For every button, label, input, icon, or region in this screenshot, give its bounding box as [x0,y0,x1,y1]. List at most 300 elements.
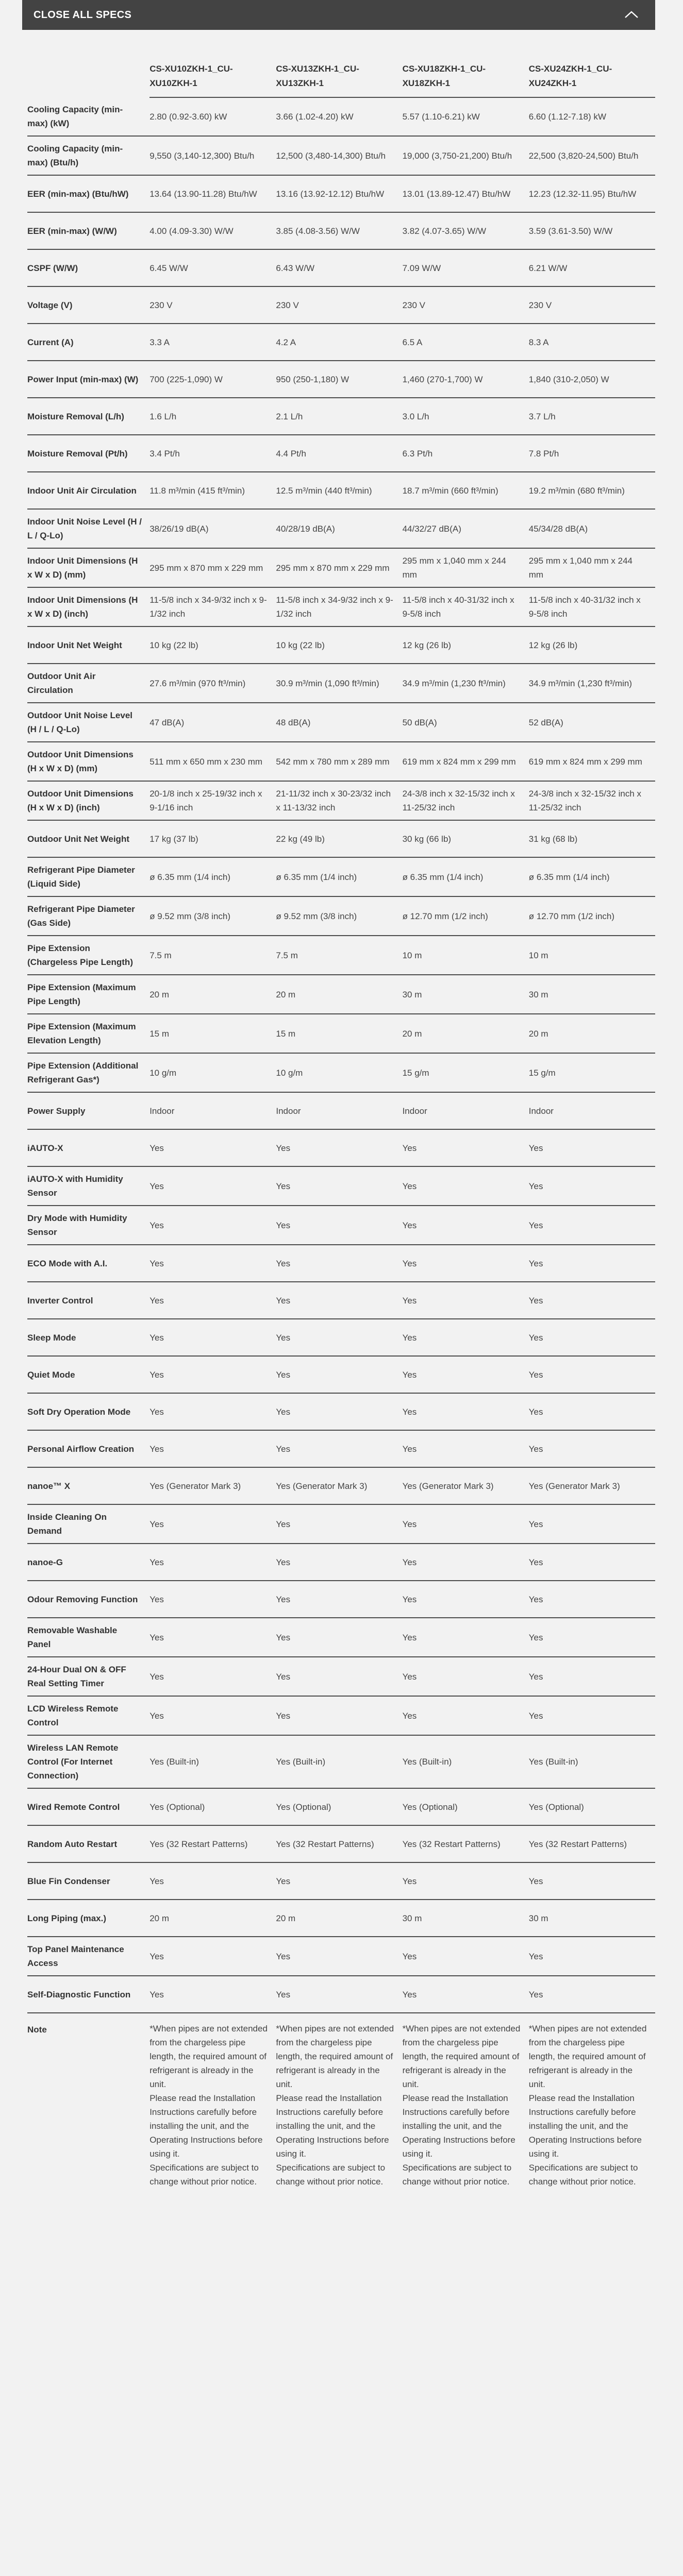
spec-value: 8.3 A [529,324,655,361]
table-row [27,664,655,703]
spec-value: 6.3 Pt/h [403,435,529,472]
spec-value: Yes [149,1696,276,1735]
spec-value: Yes (Generator Mark 3) [149,1467,276,1504]
spec-value: Yes [149,1618,276,1657]
spec-value: Yes [403,1129,529,1166]
note-cell [403,2013,529,2189]
spec-value: 15 m [276,1014,402,1053]
table-row [27,361,655,398]
spec-label: CSPF (W/W) [27,249,149,286]
spec-value: ø 6.35 mm (1/4 inch) [149,857,276,896]
spec-value: 30.9 m³/min (1,090 ft³/min) [276,664,402,703]
spec-value: ø 6.35 mm (1/4 inch) [403,857,529,896]
table-row [27,1696,655,1735]
spec-value: Yes [529,1696,655,1735]
spec-label: Current (A) [27,324,149,361]
table-row [27,1657,655,1696]
spec-label: Power Supply [27,1092,149,1129]
spec-value: 11-5/8 inch x 34-9/32 inch x 9-1/32 inch [276,587,402,626]
spec-label: Moisture Removal (L/h) [27,398,149,435]
spec-value: Yes [529,1581,655,1618]
spec-label: Self-Diagnostic Function [27,1976,149,2013]
model-header-row [27,57,655,97]
spec-value: Yes [403,1356,529,1393]
spec-label: Indoor Unit Dimensions (H x W x D) (mm) [27,548,149,587]
spec-value: 7.09 W/W [403,249,529,286]
spec-value: ø 12.70 mm (1/2 inch) [403,896,529,936]
spec-value: Indoor [529,1092,655,1129]
spec-value: Yes [276,1166,402,1206]
table-row [27,742,655,781]
spec-value: 1,460 (270-1,700) W [403,361,529,398]
spec-label: Sleep Mode [27,1319,149,1356]
spec-label: Soft Dry Operation Mode [27,1393,149,1430]
spec-value: Yes [276,1618,402,1657]
spec-value: Yes [276,1657,402,1696]
note-text: *When pipes are not extended from the chargeless pipe length, the required amount of refrigerant is already in the unit. Please read the Installation Instructions carefully before installing the unit, and the Operating Instructions before using it. Specifications are subject to change without prior notice. [402,2024,521,2187]
spec-value: 1.6 L/h [149,398,276,435]
spec-label: Pipe Extension (Chargeless Pipe Length) [27,936,149,975]
note-text: *When pipes are not extended from the chargeless pipe length, the required amount of refrigerant is already in the unit. Please read the Installation Instructions carefully before installing the unit, and the Operating Instructions before using it. Specifications are subject to change without prior notice. [149,2024,268,2187]
spec-value: Yes [276,1282,402,1319]
spec-value: 11-5/8 inch x 34-9/32 inch x 9-1/32 inch [149,587,276,626]
table-row [27,1900,655,1937]
spec-value: Yes [529,1504,655,1544]
spec-value: 12.23 (12.32-11.95) Btu/hW [529,175,655,212]
spec-label: Pipe Extension (Additional Refrigerant Gas*) [27,1053,149,1092]
spec-value: Yes [276,1544,402,1581]
table-row [27,1092,655,1129]
spec-value: 6.21 W/W [529,249,655,286]
spec-value: Yes (Built-in) [149,1735,276,1788]
note-row [27,2013,655,2189]
spec-value: Yes [149,1245,276,1282]
spec-value: Yes [403,1430,529,1467]
spec-value: Yes [276,1976,402,2013]
spec-label: Indoor Unit Air Circulation [27,472,149,509]
spec-value: 15 g/m [529,1053,655,1092]
spec-value: Yes [403,1657,529,1696]
spec-value: Yes [276,1504,402,1544]
spec-value: Yes [403,1696,529,1735]
spec-value: 10 g/m [149,1053,276,1092]
spec-value: Yes (32 Restart Patterns) [403,1825,529,1862]
spec-value: 22,500 (3,820-24,500) Btu/h [529,136,655,175]
table-row [27,1319,655,1356]
spec-label: ECO Mode with A.I. [27,1245,149,1282]
table-row [27,97,655,136]
chevron-up-icon[interactable] [622,9,641,21]
spec-label: EER (min-max) (W/W) [27,212,149,249]
spec-value: Yes [276,1319,402,1356]
spec-value: Yes [149,1129,276,1166]
spec-value: Yes [529,1282,655,1319]
spec-value: 3.7 L/h [529,398,655,435]
spec-label: Indoor Unit Net Weight [27,626,149,664]
spec-label: Inverter Control [27,1282,149,1319]
spec-value: Yes [149,1393,276,1430]
spec-value: 950 (250-1,180) W [276,361,402,398]
spec-value: 4.00 (4.09-3.30) W/W [149,212,276,249]
spec-value: 47 dB(A) [149,703,276,742]
spec-value: Yes [529,1544,655,1581]
spec-value: Yes [529,1657,655,1696]
spec-value: Yes [403,1618,529,1657]
spec-value: Yes [529,1356,655,1393]
spec-label: iAUTO-X [27,1129,149,1166]
spec-label: Refrigerant Pipe Diameter (Liquid Side) [27,857,149,896]
table-row [27,820,655,857]
spec-label: Voltage (V) [27,286,149,324]
spec-value: Yes (Generator Mark 3) [276,1467,402,1504]
spec-label: Wired Remote Control [27,1788,149,1825]
table-row [27,857,655,896]
table-row [27,1245,655,1282]
spec-label: Pipe Extension (Maximum Elevation Length) [27,1014,149,1053]
spec-value: 20 m [149,975,276,1014]
spec-value: ø 6.35 mm (1/4 inch) [529,857,655,896]
table-row [27,548,655,587]
table-row [27,1053,655,1092]
spec-value: 30 m [529,1900,655,1937]
spec-value: 295 mm x 870 mm x 229 mm [149,548,276,587]
spec-value: 5.57 (1.10-6.21) kW [403,97,529,136]
table-row [27,1430,655,1467]
spec-value: Indoor [149,1092,276,1129]
spec-value: 230 V [276,286,402,324]
spec-value: 12 kg (26 lb) [529,626,655,664]
spec-value: 22 kg (49 lb) [276,820,402,857]
spec-value: 50 dB(A) [403,703,529,742]
spec-value: Yes [149,1862,276,1900]
spec-value: Yes [529,1976,655,2013]
spec-value: Yes [276,1862,402,1900]
spec-label: Indoor Unit Dimensions (H x W x D) (inch) [27,587,149,626]
note-cell [276,2013,402,2189]
spec-value: 700 (225-1,090) W [149,361,276,398]
spec-label: Pipe Extension (Maximum Pipe Length) [27,975,149,1014]
spec-value: 230 V [403,286,529,324]
spec-value: 4.4 Pt/h [276,435,402,472]
spec-value: Yes [403,1544,529,1581]
spec-label: Indoor Unit Noise Level (H / L / Q-Lo) [27,509,149,548]
spec-value: Yes (Generator Mark 3) [403,1467,529,1504]
spec-value: Yes [149,1504,276,1544]
spec-value: Yes [276,1206,402,1245]
spec-value: 13.01 (13.89-12.47) Btu/hW [403,175,529,212]
spec-label: 24-Hour Dual ON & OFF Real Setting Timer [27,1657,149,1696]
close-all-specs-bar[interactable] [22,0,655,30]
spec-value: Yes [149,1581,276,1618]
note-text: *When pipes are not extended from the chargeless pipe length, the required amount of refrigerant is already in the unit. Please read the Installation Instructions carefully before installing the unit, and the Operating Instructions before using it. Specifications are subject to change without prior notice. [276,2024,394,2187]
spec-value: 10 g/m [276,1053,402,1092]
spec-value: 3.4 Pt/h [149,435,276,472]
spec-value: 45/34/28 dB(A) [529,509,655,548]
spec-value: 34.9 m³/min (1,230 ft³/min) [529,664,655,703]
spec-value: Yes [149,1282,276,1319]
spec-value: 3.82 (4.07-3.65) W/W [403,212,529,249]
spec-value: Yes [276,1937,402,1976]
table-row [27,1937,655,1976]
spec-value: 40/28/19 dB(A) [276,509,402,548]
spec-value: Indoor [403,1092,529,1129]
spec-value: 27.6 m³/min (970 ft³/min) [149,664,276,703]
spec-value: 24-3/8 inch x 32-15/32 inch x 11-25/32 inch [403,781,529,820]
table-row [27,398,655,435]
spec-value: Yes [276,1129,402,1166]
spec-value: 230 V [149,286,276,324]
model-name: CS-XU13ZKH-1_CU-XU13ZKH-1 [276,57,402,97]
header-blank-cell [27,57,149,97]
spec-value: Yes [529,1129,655,1166]
table-row [27,249,655,286]
spec-value: Yes [403,1206,529,1245]
spec-value: Yes [276,1696,402,1735]
spec-label: Moisture Removal (Pt/h) [27,435,149,472]
spec-label: nanoe™ X [27,1467,149,1504]
spec-label: Removable Washable Panel [27,1618,149,1657]
spec-value: 30 m [529,975,655,1014]
spec-value: 3.85 (4.08-3.56) W/W [276,212,402,249]
spec-value: 20 m [403,1014,529,1053]
spec-value: Yes [149,1356,276,1393]
spec-label: Random Auto Restart [27,1825,149,1862]
spec-value: 15 m [149,1014,276,1053]
spec-value: 3.66 (1.02-4.20) kW [276,97,402,136]
spec-value: 17 kg (37 lb) [149,820,276,857]
spec-value: 19,000 (3,750-21,200) Btu/h [403,136,529,175]
spec-label: Outdoor Unit Air Circulation [27,664,149,703]
spec-value: 2.80 (0.92-3.60) kW [149,97,276,136]
model-name: CS-XU10ZKH-1_CU-XU10ZKH-1 [149,57,276,97]
spec-label: LCD Wireless Remote Control [27,1696,149,1735]
spec-value: 9,550 (3,140-12,300) Btu/h [149,136,276,175]
spec-value: 12,500 (3,480-14,300) Btu/h [276,136,402,175]
spec-label: iAUTO-X with Humidity Sensor [27,1166,149,1206]
spec-value: 6.5 A [403,324,529,361]
spec-label: Outdoor Unit Dimensions (H x W x D) (inch) [27,781,149,820]
spec-value: 30 kg (66 lb) [403,820,529,857]
table-row [27,1735,655,1788]
spec-label: Outdoor Unit Net Weight [27,820,149,857]
spec-value: 1,840 (310-2,050) W [529,361,655,398]
spec-value: 2.1 L/h [276,398,402,435]
spec-value: Yes [529,1206,655,1245]
table-row [27,896,655,936]
spec-value: 20-1/8 inch x 25-19/32 inch x 9-1/16 inch [149,781,276,820]
spec-value: Yes (32 Restart Patterns) [529,1825,655,1862]
table-row [27,1393,655,1430]
table-row [27,1014,655,1053]
spec-value: 13.16 (13.92-12.12) Btu/hW [276,175,402,212]
spec-value: Yes [403,1581,529,1618]
table-row [27,1467,655,1504]
spec-value: Yes (Built-in) [403,1735,529,1788]
table-row [27,936,655,975]
table-row [27,1504,655,1544]
spec-value: Yes [149,1166,276,1206]
spec-value: 38/26/19 dB(A) [149,509,276,548]
spec-value: Yes [149,1544,276,1581]
spec-value: Yes [529,1166,655,1206]
spec-value: Yes [403,1504,529,1544]
spec-value: 12 kg (26 lb) [403,626,529,664]
spec-label: Odour Removing Function [27,1581,149,1618]
spec-value: Yes (Built-in) [529,1735,655,1788]
spec-value: 511 mm x 650 mm x 230 mm [149,742,276,781]
spec-value: 10 kg (22 lb) [276,626,402,664]
spec-value: 4.2 A [276,324,402,361]
spec-label: Refrigerant Pipe Diameter (Gas Side) [27,896,149,936]
spec-value: 6.45 W/W [149,249,276,286]
spec-label: Power Input (min-max) (W) [27,361,149,398]
spec-label: Blue Fin Condenser [27,1862,149,1900]
spec-value: 44/32/27 dB(A) [403,509,529,548]
table-row [27,1581,655,1618]
spec-value: 295 mm x 1,040 mm x 244 mm [403,548,529,587]
spec-value: 15 g/m [403,1053,529,1092]
spec-value: Yes [276,1245,402,1282]
spec-value: 11-5/8 inch x 40-31/32 inch x 9-5/8 inch [403,587,529,626]
close-all-specs-title[interactable]: CLOSE ALL SPECS [34,9,132,21]
spec-value: Yes [403,1319,529,1356]
spec-value: 295 mm x 870 mm x 229 mm [276,548,402,587]
spec-value: Yes [529,1245,655,1282]
spec-label: Outdoor Unit Dimensions (H x W x D) (mm) [27,742,149,781]
spec-value: 13.64 (13.90-11.28) Btu/hW [149,175,276,212]
spec-label: Outdoor Unit Noise Level (H / L / Q-Lo) [27,703,149,742]
spec-value: Yes [403,1862,529,1900]
spec-label: Top Panel Maintenance Access [27,1937,149,1976]
spec-value: Yes [529,1393,655,1430]
spec-value: 48 dB(A) [276,703,402,742]
table-row [27,1282,655,1319]
spec-value: Yes (Optional) [276,1788,402,1825]
note-cell [149,2013,276,2189]
spec-value: 20 m [529,1014,655,1053]
spec-value: Yes (Optional) [149,1788,276,1825]
spec-value: Indoor [276,1092,402,1129]
table-row [27,286,655,324]
spec-label: Quiet Mode [27,1356,149,1393]
spec-value: 24-3/8 inch x 32-15/32 inch x 11-25/32 inch [529,781,655,820]
spec-value: ø 9.52 mm (3/8 inch) [149,896,276,936]
table-row [27,1618,655,1657]
note-text: *When pipes are not extended from the chargeless pipe length, the required amount of refrigerant is already in the unit. Please read the Installation Instructions carefully before installing the unit, and the Operating Instructions before using it. Specifications are subject to change without prior notice. [528,2024,647,2187]
spec-value: 10 kg (22 lb) [149,626,276,664]
table-row [27,472,655,509]
spec-value: Yes [529,1937,655,1976]
note-cell [529,2013,655,2189]
table-row [27,703,655,742]
spec-value: Yes [276,1581,402,1618]
spec-value: Yes (Optional) [403,1788,529,1825]
spec-value: 3.59 (3.61-3.50) W/W [529,212,655,249]
table-row [27,1862,655,1900]
spec-value: 7.5 m [276,936,402,975]
spec-value: Yes [529,1618,655,1657]
spec-value: 18.7 m³/min (660 ft³/min) [403,472,529,509]
spec-value: Yes [276,1356,402,1393]
spec-value: 619 mm x 824 mm x 299 mm [403,742,529,781]
spec-label: Dry Mode with Humidity Sensor [27,1206,149,1245]
spec-value: 19.2 m³/min (680 ft³/min) [529,472,655,509]
spec-value: Yes (32 Restart Patterns) [276,1825,402,1862]
spec-label: Cooling Capacity (min-max) (Btu/h) [27,136,149,175]
spec-value: Yes [529,1430,655,1467]
table-row [27,1825,655,1862]
spec-value: 31 kg (68 lb) [529,820,655,857]
spec-value: 6.43 W/W [276,249,402,286]
spec-value: Yes [529,1862,655,1900]
table-row [27,1129,655,1166]
spec-value: Yes [149,1319,276,1356]
spec-value: 11-5/8 inch x 40-31/32 inch x 9-5/8 inch [529,587,655,626]
spec-value: 3.3 A [149,324,276,361]
spec-value: 10 m [529,936,655,975]
spec-value: 7.5 m [149,936,276,975]
spec-body [27,97,655,2189]
table-row [27,626,655,664]
table-row [27,975,655,1014]
spec-label: Wireless LAN Remote Control (For Internet Connection) [27,1735,149,1788]
spec-value: 11.8 m³/min (415 ft³/min) [149,472,276,509]
table-row [27,435,655,472]
spec-value: 6.60 (1.12-7.18) kW [529,97,655,136]
model-name: CS-XU18ZKH-1_CU-XU18ZKH-1 [403,57,529,97]
spec-value: 12.5 m³/min (440 ft³/min) [276,472,402,509]
spec-value: Yes [529,1319,655,1356]
spec-value: Yes [149,1206,276,1245]
spec-value: 20 m [276,975,402,1014]
spec-value: Yes [149,1937,276,1976]
table-row [27,212,655,249]
spec-value: 52 dB(A) [529,703,655,742]
spec-value: 30 m [403,975,529,1014]
spec-label: Personal Airflow Creation [27,1430,149,1467]
spec-value: Yes (Generator Mark 3) [529,1467,655,1504]
spec-value: Yes [403,1937,529,1976]
spec-value: Yes (Built-in) [276,1735,402,1788]
model-name: CS-XU24ZKH-1_CU-XU24ZKH-1 [529,57,655,97]
table-row [27,1544,655,1581]
spec-value: 542 mm x 780 mm x 289 mm [276,742,402,781]
spec-value: Yes [403,1166,529,1206]
spec-table-container [27,57,655,2189]
spec-value: Yes [403,1282,529,1319]
spec-value: 230 V [529,286,655,324]
spec-value: Yes [149,1976,276,2013]
spec-value: 7.8 Pt/h [529,435,655,472]
table-row [27,136,655,175]
table-row [27,1356,655,1393]
spec-value: Yes [276,1393,402,1430]
spec-table [27,57,655,2189]
spec-label: Cooling Capacity (min-max) (kW) [27,97,149,136]
note-label: Note [27,2025,47,2035]
spec-label: EER (min-max) (Btu/hW) [27,175,149,212]
spec-value: Yes (Optional) [529,1788,655,1825]
spec-value: 30 m [403,1900,529,1937]
spec-value: ø 9.52 mm (3/8 inch) [276,896,402,936]
spec-value: 619 mm x 824 mm x 299 mm [529,742,655,781]
spec-value: 20 m [276,1900,402,1937]
table-row [27,324,655,361]
spec-value: Yes [276,1430,402,1467]
table-row [27,1976,655,2013]
spec-value: Yes [403,1393,529,1430]
table-row [27,587,655,626]
